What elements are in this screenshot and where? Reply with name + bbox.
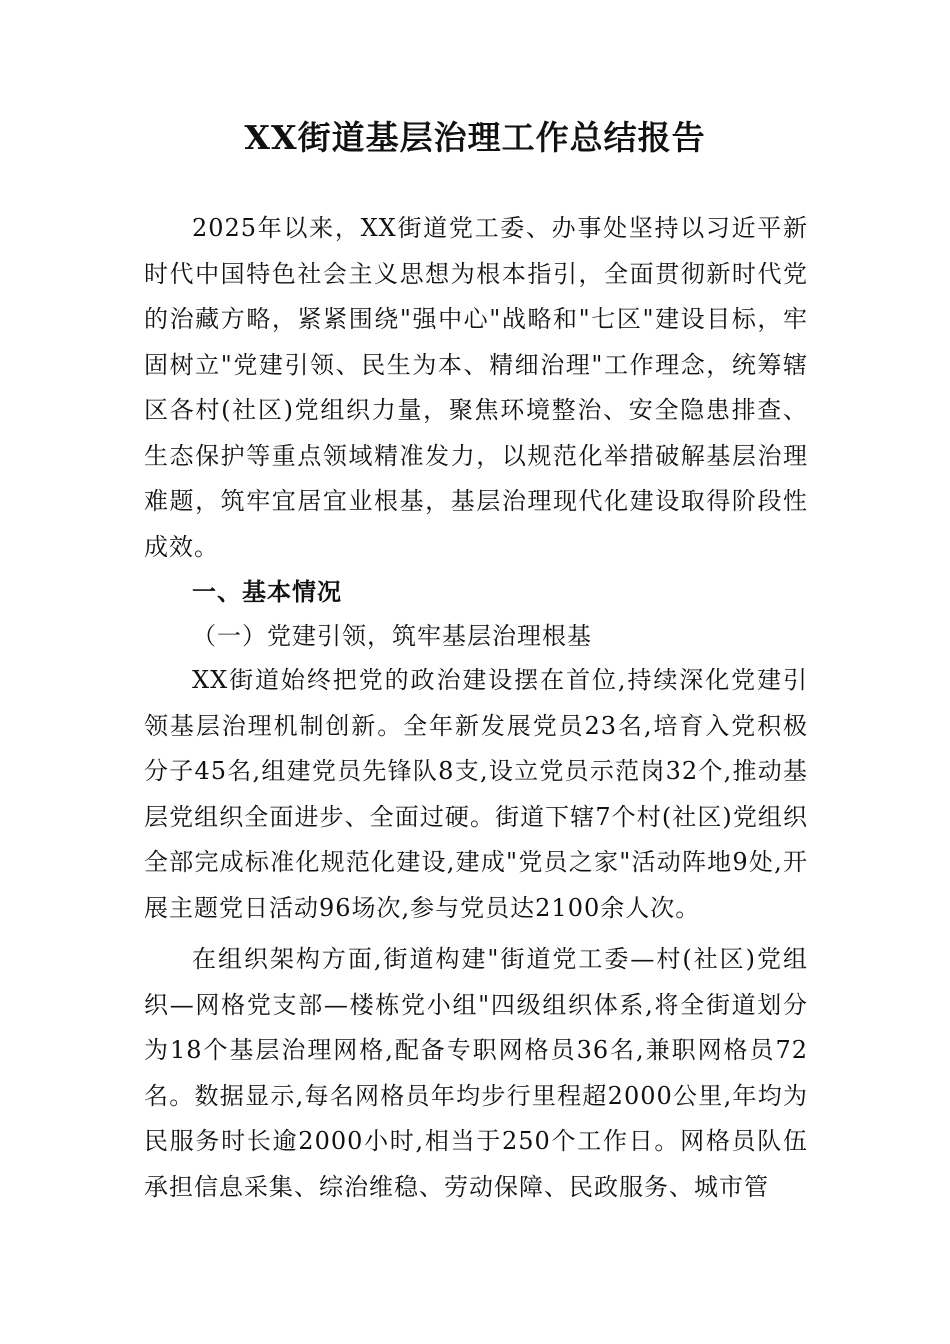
document-body bbox=[144, 206, 808, 1210]
intro-paragraph: 2025年以来，XX街道党工委、办事处坚持以习近平新时代中国特色社会主义思想为根本指引，全面贯彻新时代党的治藏方略，紧紧围绕"强中心"战略和"七区"建设目标，牢固树立"党建引领、民生为本、精细治理"工作理念，统筹辖区各村(社区)党组织力量，聚焦环境整治、安全隐患排查、生态保护等重点领域精准发力，以规范化举措破解基层治理难题，筑牢宜居宜业根基，基层治理现代化建设取得阶段性成效。 bbox=[144, 214, 808, 561]
subsection-heading: （一）党建引领，筑牢基层治理根基 bbox=[192, 622, 592, 650]
body-paragraph: 在组织架构方面,街道构建"街道党工委—村(社区)党组织—网格党支部—楼栋党小组"四级组织体系,将全街道划分为18个基层治理网格,配备专职网格员36名,兼职网格员72名。数据显示,每名网格员年均步行里程超2000公里,年均为民服务时长逾2000小时,相当于250个工作日。网格员队伍承担信息采集、综治维稳、劳动保障、民政服务、城市管 bbox=[144, 945, 808, 1201]
document-title: XX街道基层治理工作总结报告 bbox=[244, 118, 706, 157]
section-heading: 一、基本情况 bbox=[192, 578, 342, 606]
body-paragraph: XX街道始终把党的政治建设摆在首位,持续深化党建引领基层治理机制创新。全年新发展党员23名,培育入党积极分子45名,组建党员先锋队8支,设立党员示范岗32个,推动基层党组织全面进步、全面过硬。街道下辖7个村(社区)党组织全部完成标准化规范化建设,建成"党员之家"活动阵地9处,开展主题党日活动96场次,参与党员达2100余人次。 bbox=[144, 666, 808, 922]
